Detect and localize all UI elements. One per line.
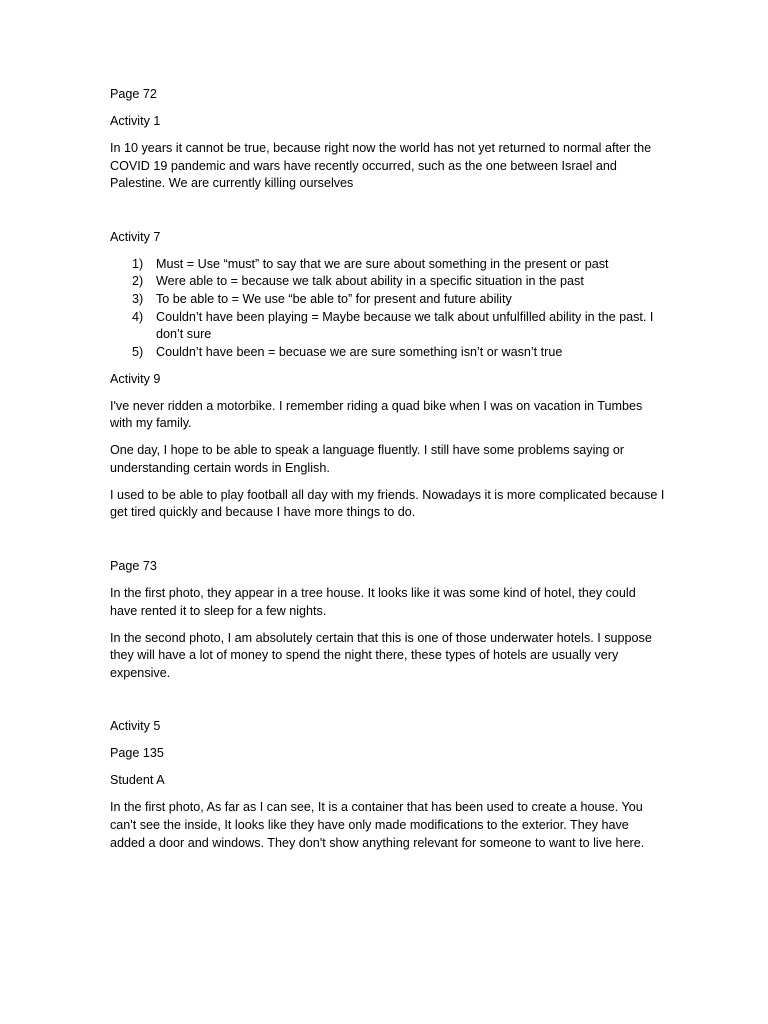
activity-5-heading: Activity 5	[110, 719, 161, 734]
list-item-number: 1)	[132, 256, 144, 271]
list-item	[110, 273, 666, 291]
page-73-paragraph-2: In the second photo, I am absolutely certain that this is one of those underwater hotels. I suppose they will have a lot of money to spend the night there, these types of hotels are usually very expensive.	[110, 630, 652, 680]
list-item-number: 2)	[132, 274, 144, 289]
list-item	[110, 256, 666, 274]
list-item-number: 5)	[132, 344, 144, 359]
activity-1-heading: Activity 1	[110, 113, 161, 128]
list-item-number: 3)	[132, 291, 144, 306]
activity-9-paragraph-1: I've never ridden a motorbike. I remember riding a quad bike when I was on vacation in Tumbes with my family.	[110, 398, 643, 431]
document-page	[110, 86, 666, 852]
activity-9-paragraph-2: One day, I hope to be able to speak a language fluently. I still have some problems saying or understanding certain words in English.	[110, 443, 625, 475]
list-item	[110, 291, 666, 309]
list-item-text: Must = Use “must” to say that we are sure about something in the present or past	[156, 256, 609, 271]
list-item-text: To be able to = We use “be able to” for present and future ability	[156, 291, 512, 306]
page-73-heading: Page 73	[110, 559, 157, 574]
list-item-text: Were able to = because we talk about ability in a specific situation in the past	[156, 274, 584, 289]
activity-1-paragraph: In 10 years it cannot be true, because right now the world has not yet returned to normal after the COVID 19 pandemic and wars have recently occurred, such as the one between Israel and Palestine. We are currently killing ourselves	[110, 140, 652, 191]
activity-9-paragraph-3: I used to be able to play football all day with my friends. Nowadays it is more complicated because I get tired quickly and because I have more things to do.	[110, 487, 665, 520]
page-73-paragraph-1: In the first photo, they appear in a tree house. It looks like it was some kind of hotel, they could have rented it to sleep for a few nights.	[110, 586, 636, 618]
list-item-text: Couldn’t have been = becuase we are sure something isn’t or wasn’t true	[156, 344, 563, 359]
list-item-text: Couldn’t have been playing = Maybe because we talk about unfulfilled ability in the past. I don’t sure	[156, 309, 654, 342]
activity-9-heading: Activity 9	[110, 371, 161, 386]
student-a-heading: Student A	[110, 773, 165, 788]
list-item	[110, 344, 666, 362]
activity-7-list	[110, 256, 666, 362]
activity-7-heading: Activity 7	[110, 229, 161, 244]
page-135-heading: Page 135	[110, 746, 164, 761]
page-72-heading: Page 72	[110, 87, 157, 101]
list-item	[110, 309, 666, 344]
student-a-paragraph: In the first photo, As far as I can see, It is a container that has been used to create a house. You can't see the inside, It looks like they have only made modifications to the exterior. They have added a door and windows. They don't show anything relevant for someone to want to live here.	[110, 800, 645, 850]
list-item-number: 4)	[132, 309, 144, 324]
